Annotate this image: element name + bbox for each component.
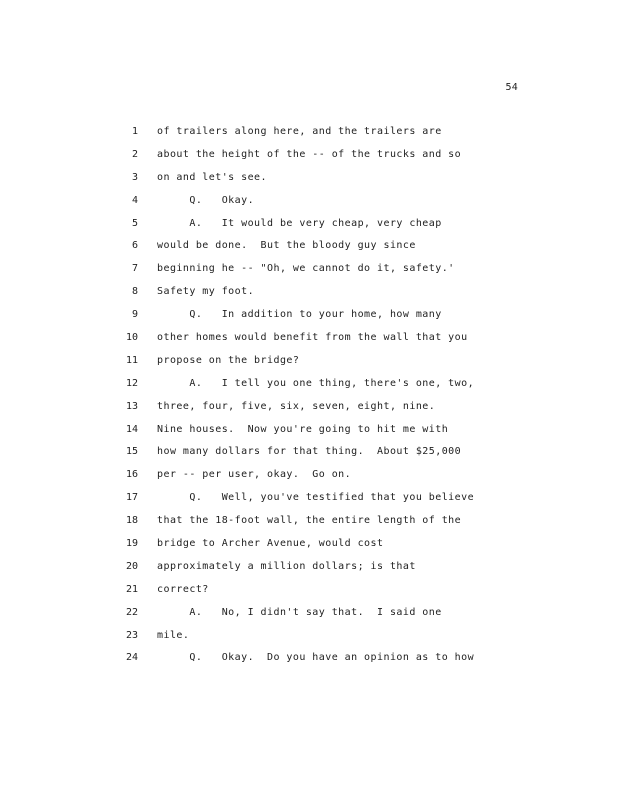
transcript-line: [0, 239, 619, 262]
line-number: 9: [131, 309, 138, 321]
line-text: correct?: [157, 583, 209, 595]
line-number: 23: [125, 629, 138, 641]
line-text: Q. Okay.: [157, 194, 255, 206]
transcript-line: [0, 423, 619, 446]
line-text: approximately a million dollars; is that: [157, 560, 416, 572]
line-number: 21: [125, 583, 138, 595]
line-text: Nine houses. Now you're going to hit me with: [157, 423, 449, 435]
line-text: that the 18-foot wall, the entire length of the: [157, 515, 462, 527]
line-number: 16: [125, 469, 138, 481]
line-text: Q. Okay. Do you have an opinion as to how: [157, 652, 475, 664]
line-number: 11: [125, 354, 138, 366]
transcript-lines: [0, 125, 619, 674]
line-text: A. I tell you one thing, there's one, two,: [157, 377, 475, 389]
line-number: 20: [125, 560, 138, 572]
line-number: 10: [125, 332, 138, 344]
transcript-line: [0, 629, 619, 652]
line-number: 6: [131, 240, 138, 252]
line-text: on and let's see.: [157, 171, 267, 183]
line-text: Q. In addition to your home, how many: [157, 309, 442, 321]
line-number: 18: [125, 515, 138, 527]
line-text: about the height of the -- of the trucks and so: [157, 148, 462, 160]
line-text: mile.: [157, 629, 190, 641]
line-number: 24: [125, 652, 138, 664]
transcript-line: [0, 171, 619, 194]
transcript-line: [0, 537, 619, 560]
transcript-line: [0, 560, 619, 583]
line-number: 19: [125, 538, 138, 550]
line-number: 15: [125, 446, 138, 458]
transcript-line: [0, 331, 619, 354]
transcript-line: [0, 262, 619, 285]
transcript-line: [0, 308, 619, 331]
line-text: A. No, I didn't say that. I said one: [157, 606, 442, 618]
line-text: propose on the bridge?: [157, 354, 300, 366]
line-text: of trailers along here, and the trailers are: [157, 126, 442, 137]
transcript-line: [0, 217, 619, 240]
line-text: beginning he -- "Oh, we cannot do it, safety.': [157, 263, 455, 275]
line-number: 22: [125, 606, 138, 618]
line-number: 12: [125, 377, 138, 389]
transcript-line: [0, 125, 619, 148]
line-text: Safety my foot.: [157, 286, 255, 298]
transcript-line: [0, 651, 619, 674]
line-number: 13: [125, 400, 138, 412]
transcript-line: [0, 400, 619, 423]
line-number: 14: [125, 423, 138, 435]
line-text: would be done. But the bloody guy since: [157, 240, 416, 252]
line-number: 1: [131, 126, 138, 137]
transcript-line: [0, 468, 619, 491]
transcript-line: [0, 445, 619, 468]
line-text: how many dollars for that thing. About $25,000: [157, 446, 462, 458]
line-number: 2: [131, 148, 138, 160]
transcript-line: [0, 583, 619, 606]
transcript-line: [0, 377, 619, 400]
line-text: per -- per user, okay. Go on.: [157, 469, 352, 481]
line-text: three, four, five, six, seven, eight, nine.: [157, 400, 436, 412]
line-number: 8: [131, 286, 138, 298]
page-number: 54: [505, 82, 518, 93]
transcript-line: [0, 194, 619, 217]
transcript-line: [0, 354, 619, 377]
line-number: 5: [131, 217, 138, 229]
line-text: bridge to Archer Avenue, would cost: [157, 538, 384, 550]
line-number: 7: [131, 263, 138, 275]
line-text: other homes would benefit from the wall that you: [157, 332, 468, 344]
transcript-line: [0, 606, 619, 629]
line-text: Q. Well, you've testified that you believe: [157, 492, 475, 504]
transcript-line: [0, 148, 619, 171]
transcript-line: [0, 514, 619, 537]
line-text: A. It would be very cheap, very cheap: [157, 217, 442, 229]
line-number: 3: [131, 171, 138, 183]
transcript-line: [0, 285, 619, 308]
line-number: 4: [131, 194, 138, 206]
transcript-line: [0, 491, 619, 514]
line-number: 17: [125, 492, 138, 504]
